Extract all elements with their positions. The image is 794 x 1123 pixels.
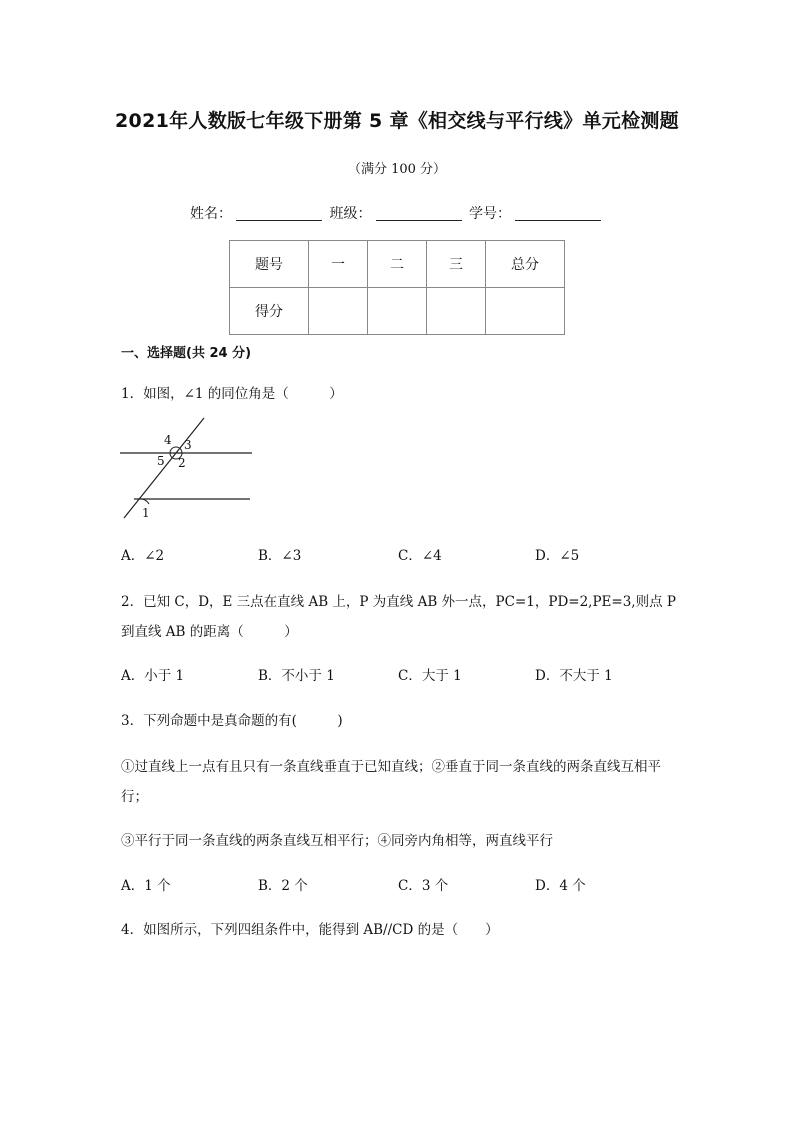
question-3-text: 3．下列命题中是真命题的有( ) [121, 713, 343, 729]
question-3-statements-3-4: ③平行于同一条直线的两条直线互相平行；④同旁内角相等，两直线平行 [121, 833, 553, 849]
name-label: 姓名： [190, 206, 233, 222]
score-row-label: 得分 [230, 288, 309, 335]
score-cell[interactable] [427, 288, 486, 335]
score-header-cell: 题号 [230, 241, 309, 288]
section-heading: 一、选择题(共 24 分) [121, 346, 252, 361]
full-score-note: （满分 100 分） [347, 162, 447, 177]
q1-option-a[interactable]: A．∠2 [121, 548, 165, 564]
score-table-score-row [230, 288, 565, 335]
angle-label: 3 [184, 438, 192, 452]
q2-option-b[interactable]: B．不小于 1 [258, 668, 335, 684]
q2-option-d[interactable]: D．不大于 1 [535, 668, 613, 684]
name-blank[interactable] [236, 205, 322, 221]
class-label: 班级： [329, 206, 372, 222]
q3-option-b[interactable]: B．2 个 [258, 878, 308, 894]
question-1-text: 1．如图，∠1 的同位角是（ ） [121, 386, 343, 402]
score-header-cell: 一 [309, 241, 368, 288]
document-title: 2021年人数版七年级下册第 5 章《相交线与平行线》单元检测题 [115, 110, 679, 132]
question-3-statements-1-2: ①过直线上一点有且只有一条直线垂直于已知直线；②垂直于同一条直线的两条直线互相平行； [121, 759, 661, 805]
question-2-text: 2．已知 C，D，E 三点在直线 AB 上，P 为直线 AB 外一点，PC=1，PD=2,PE=3,则点 P 到直线 AB 的距离（ ） [121, 594, 676, 640]
angle-label: 4 [164, 433, 172, 447]
id-label: 学号： [468, 206, 511, 222]
q1-option-d[interactable]: D．∠5 [535, 548, 580, 564]
q1-option-b[interactable]: B．∠3 [258, 548, 302, 564]
q2-option-a[interactable]: A．小于 1 [121, 668, 185, 684]
id-blank[interactable] [515, 205, 601, 221]
q3-option-c[interactable]: C．3 个 [398, 878, 449, 894]
question-4-text: 4．如图所示，下列四组条件中，能得到 AB//CD 的是（ ） [121, 922, 499, 938]
score-header-cell: 二 [368, 241, 427, 288]
score-table-header-row [230, 241, 565, 288]
q2-option-c[interactable]: C．大于 1 [398, 668, 462, 684]
angle-label: 2 [178, 456, 186, 470]
score-cell[interactable] [486, 288, 565, 335]
score-cell[interactable] [368, 288, 427, 335]
angle-label: 1 [142, 506, 150, 520]
angle-1-arc [139, 499, 149, 504]
score-table [229, 240, 565, 335]
q1-option-c[interactable]: C．∠4 [398, 548, 442, 564]
q3-option-a[interactable]: A．1 个 [121, 878, 171, 894]
class-blank[interactable] [376, 205, 462, 221]
score-cell[interactable] [309, 288, 368, 335]
score-header-cell: 三 [427, 241, 486, 288]
student-info-line [0, 203, 794, 223]
question-1-figure [118, 415, 258, 523]
q3-option-d[interactable]: D．4 个 [535, 878, 586, 894]
score-header-cell: 总分 [486, 241, 565, 288]
angle-label: 5 [157, 454, 165, 468]
